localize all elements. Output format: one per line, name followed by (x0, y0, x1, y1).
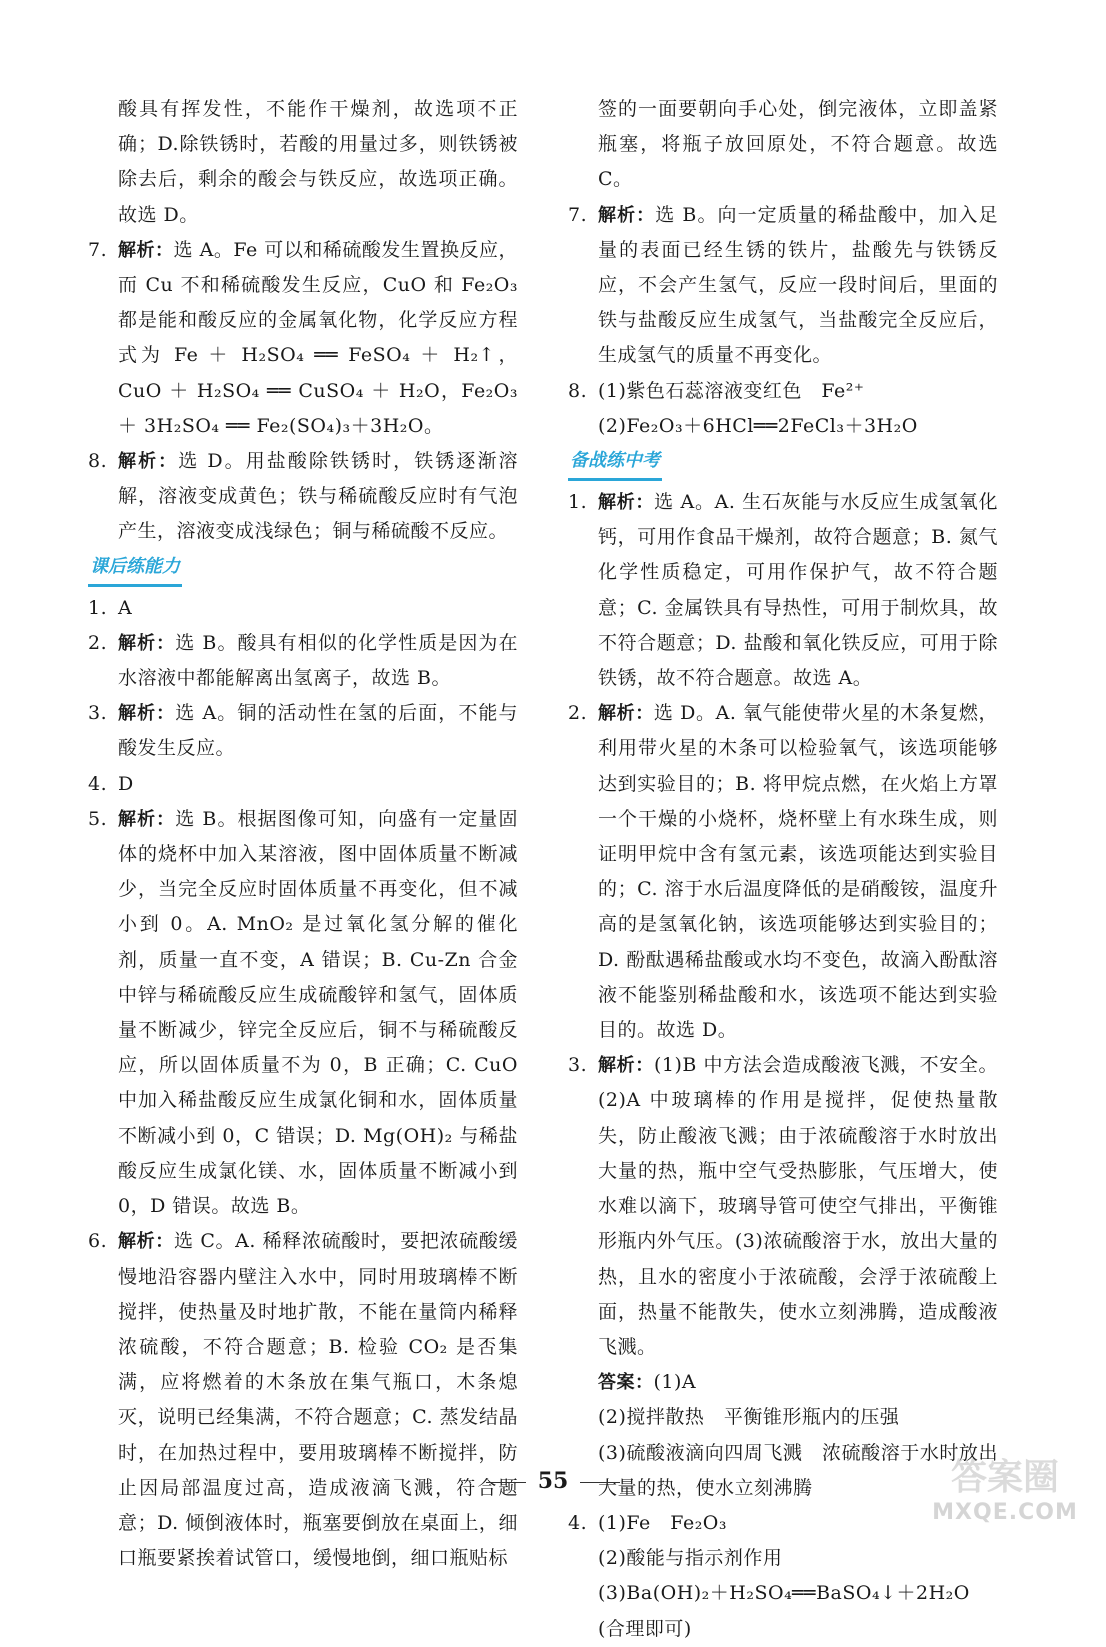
page-number-text: 55 (537, 1468, 569, 1494)
answer-number: 8. (88, 450, 108, 473)
answer-text: 选 B。向一定质量的稀盐酸中，加入足量的表面已经生锈的铁片，盐酸先与铁锈反应，不会产生氢气，反应一段时间后，里面的铁与盐酸反应生成氢气，当盐酸完全反应后，生成氢气的质量不再变化。 (598, 203, 998, 367)
answer-number: 8. (568, 379, 588, 402)
answer-lead: 解析： (118, 451, 179, 473)
answer-key-label: 答案： (598, 1372, 654, 1394)
answer-line: (2)搅拌散热 平衡锥形瓶内的压强 (598, 1406, 900, 1429)
answer-number: 3. (568, 1054, 588, 1077)
answer-8 (88, 444, 518, 550)
answer-text: (1)B 中方法会造成酸液飞溅，不安全。(2)A 中玻璃棒的作用是搅拌，促使热量散失，防止酸液飞溅；由于浓硫酸溶于水时放出大量的热，瓶中空气受热膨胀，气压增大，使水难以滴下，玻璃导管可使空气排出，平衡锥形瓶内外气压。(3)浓硫酸溶于水，放出大量的热，且水的密度小于浓硫酸，会浮于浓硫酸上面，热量不能散失，使水立刻沸腾，造成酸液飞溅。 (598, 1054, 999, 1358)
answer-line: (2)酸能与指示剂作用 (598, 1547, 783, 1570)
answer-number: 4. (568, 1511, 588, 1534)
answer-text: 选 C。A. 稀释浓硫酸时，要把浓硫酸缓慢地沿容器内壁注入水中，同时用玻璃棒不断搅拌，使热量及时地扩散，不能在量筒内稀释浓硫酸，不符合题意；B. 检验 CO₂ 是否集满，应将燃着的木条放在集气瓶口，木条熄灭，说明已经集满，不符合题意；C. 蒸发结晶时，在加热过程中，要用玻璃棒不断搅拌，防止因局部温度过高，造成液滴飞溅，符合题意；D. 倾倒液体时，瓶塞要倒放在桌面上，细口瓶要紧挨着试管口，缓慢地倒，细口瓶贴标 (118, 1230, 518, 1570)
watermark-logo (920, 1456, 1090, 1526)
answer-number: 2. (568, 702, 588, 725)
answer-text: 选 A。Fe 可以和稀硫酸发生置换反应，而 Cu 不和稀硫酸发生反应，CuO 和 Fe₂O₃ 都是能和酸反应的金属氧化物，化学反应方程式为 Fe ＋ H₂SO₄ ══ FeSO₄ ＋ H₂↑，CuO ＋ H₂SO₄ ══ CuSO₄ ＋ H₂O，Fe₂O₃ ＋ 3H₂SO₄ ══ Fe₂(SO₄)₃＋3H₂O。 (118, 238, 518, 437)
answer-line: (1)紫色石蕊溶液变红色 Fe²⁺ (598, 379, 865, 402)
answer-number: 1. (88, 596, 108, 619)
page-number-dash (580, 1482, 620, 1483)
right-continuation: 签的一面要朝向手心处，倒完液体，立即盖紧瓶塞，将瓶子放回原处，不符合题意。故选 C。 (598, 98, 998, 191)
exam-4 (568, 1506, 998, 1647)
answer-number: 7. (88, 238, 108, 261)
exercise-2 (88, 626, 518, 696)
answer-lead: 解析： (118, 703, 176, 725)
watermark-domain: MXQE.COM (932, 1500, 1078, 1525)
exercise-6 (88, 1224, 518, 1576)
answer-lead: 解析： (598, 204, 656, 226)
exercise-5 (88, 802, 518, 1224)
answer-line: (3)Ba(OH)₂＋H₂SO₄══BaSO₄↓＋2H₂O (598, 1582, 970, 1605)
answer-lead: 解析： (118, 808, 176, 830)
answer-text: 选 D。A. 氧气能使带火星的木条复燃，利用带火星的木条可以检验氧气，该选项能够达到实验目的；B. 将甲烷点燃，在火焰上方罩一个干燥的小烧杯，烧杯壁上有水珠生成，则证明甲烷中含有氢元素，该选项能达到实验目的；C. 溶于水后温度降低的是硝酸铵，温度升高的是氢氧化钠，该选项能够达到实验目的；D. 酚酞遇稀盐酸或水均不变色，故滴入酚酞溶液不能鉴别稀盐酸和水，该选项不能达到实验目的。故选 D。 (598, 702, 999, 1042)
right-column (568, 92, 998, 1647)
watermark-title: 答案圈 (950, 1457, 1059, 1498)
answer-number: 6. (88, 1230, 108, 1253)
exercise-7 (568, 198, 998, 374)
left-column (88, 92, 518, 1576)
answer-lead: 解析： (118, 632, 176, 654)
answer-number: 2. (88, 631, 108, 654)
answer-number: 1. (568, 491, 588, 514)
answer-text: 选 A。铜的活动性在氢的后面，不能与酸发生反应。 (118, 702, 519, 760)
answer-text: 选 D。用盐酸除铁锈时，铁锈逐渐溶解，溶液变成黄色；铁与稀硫酸反应时有气泡产生，溶液变成浅绿色；铜与稀硫酸不反应。 (118, 450, 519, 543)
left-continuation: 酸具有挥发性，不能作干燥剂，故选项不正确；D.除铁锈时，若酸的用量过多，则铁锈被除去后，剩余的酸会与铁反应，故选项正确。故选 D。 (118, 98, 518, 226)
answer-7 (88, 233, 518, 444)
answer-lead: 解析： (118, 1231, 174, 1253)
exercise-8 (568, 374, 998, 444)
answer-line: (1)A (653, 1371, 697, 1394)
page-number-dash (486, 1482, 526, 1483)
answer-number: 7. (568, 203, 588, 226)
answer-line: (合理即可) (598, 1617, 692, 1640)
answer-line: (1)Fe Fe₂O₃ (598, 1511, 728, 1534)
exercise-3 (88, 696, 518, 766)
answer-text: A (118, 596, 133, 619)
answer-line: (2)Fe₂O₃＋6HCl══2FeCl₃＋3H₂O (598, 414, 918, 437)
answer-number: 5. (88, 807, 108, 830)
answer-number: 3. (88, 702, 108, 725)
answer-number: 4. (88, 772, 108, 795)
exercise-4 (88, 767, 518, 802)
answer-lead: 解析： (598, 492, 655, 514)
section-heading-exam-prep: 备战练中考 (568, 446, 662, 481)
answer-lead: 解析： (598, 703, 654, 725)
answer-text: 选 A。A. 生石灰能与水反应生成氢氧化钙，可用作食品干燥剂，故符合题意；B. 氮气化学性质稳定，可用作保护气，故不符合题意；C. 金属铁具有导热性，可用于制炊具，故不符合题意；D. 盐酸和氧化铁反应，可用于除铁锈，故不符合题意。故选 A。 (598, 491, 999, 690)
exam-2 (568, 696, 998, 1048)
answer-text: D (118, 772, 134, 795)
answer-lead: 解析： (598, 1055, 654, 1077)
answer-lead: 解析： (118, 239, 174, 261)
answer-text: 选 B。根据图像可知，向盛有一定量固体的烧杯中加入某溶液，图中固体质量不断减少，当完全反应时固体质量不再变化，但不减小到 0。A. MnO₂ 是过氧化氢分解的催化剂，质量一直不变，A 错误；B. Cu-Zn 合金中锌与稀硫酸反应生成硫酸锌和氢气，固体质量不断减少，锌完全反应后，铜不与稀硫酸反应，所以固体质量不为 0，B 正确；C. CuO 中加入稀盐酸反应生成氯化铜和水，固体质量不断减小到 0，C 错误；D. Mg(OH)₂ 与稀盐酸反应生成氯化镁、水，固体质量不断减小到 0，D 错误。故选 B。 (118, 807, 518, 1218)
section-heading-after-class: 课后练能力 (88, 552, 182, 587)
exam-3 (568, 1048, 998, 1506)
answer-line: (3)硫酸液滴向四周飞溅 浓硫酸溶于水时放出大量的热，使水立刻沸腾 (598, 1441, 998, 1499)
answer-text: 选 B。酸具有相似的化学性质是因为在水溶液中都能解离出氢离子，故选 B。 (118, 631, 518, 690)
exam-1 (568, 485, 998, 696)
exercise-1 (88, 591, 518, 626)
